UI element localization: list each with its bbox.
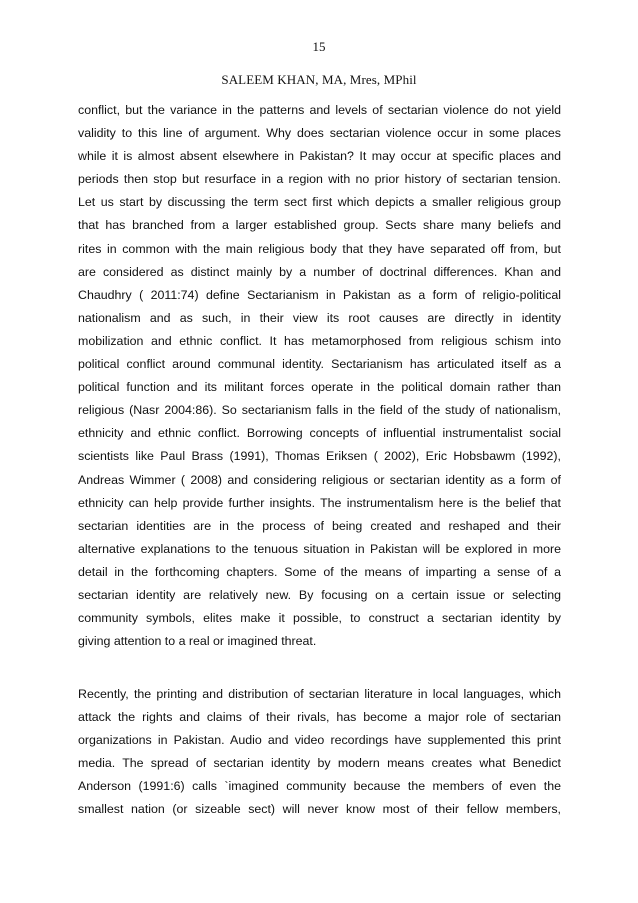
text-line: giving attention to a real or imagined threat. bbox=[78, 634, 317, 649]
text-line: periods then stop but resurface in a region with no prior history of sectarian tension. bbox=[78, 172, 561, 187]
text-line: alternative explanations to the tenuous situation in Pakistan will be explored in more bbox=[78, 541, 561, 556]
text-line: validity to this line of argument. Why does sectarian violence occur in some places bbox=[78, 126, 561, 141]
text-line: mobilization and ethnic conflict. It has metamorphosed from religious schism into bbox=[78, 333, 561, 348]
text-line: scientists like Paul Brass (1991), Thomas Eriksen ( 2002), Eric Hobsbawm (1992), bbox=[78, 449, 561, 464]
text-line: Chaudhry ( 2011:74) define Sectarianism in Pakistan as a form of religio-political bbox=[78, 287, 561, 302]
text-line: ethnicity can help provide further insights. The instrumentalism here is the belief that bbox=[78, 495, 561, 510]
page-number: 15 bbox=[312, 39, 326, 54]
text-line: organizations in Pakistan. Audio and video recordings have supplemented this print bbox=[78, 733, 561, 748]
text-line: Anderson (1991:6) calls `imagined community because the members of even the bbox=[78, 779, 561, 794]
text-line: Let us start by discussing the term sect first which depicts a smaller religious group bbox=[78, 195, 561, 210]
body-paragraph-2 bbox=[78, 683, 561, 822]
text-line: are considered as distinct mainly by a number of doctrinal differences. Khan and bbox=[78, 264, 561, 279]
text-line: attack the rights and claims of their rivals, has become a major role of sectarian bbox=[78, 710, 561, 725]
text-line: political function and its militant forces operate in the political domain rather than bbox=[78, 380, 561, 395]
text-line: smallest nation (or sizeable sect) will never know most of their fellow members, bbox=[78, 802, 561, 817]
text-line: sectarian identity are relatively new. By focusing on a certain issue or selecting bbox=[78, 587, 561, 602]
text-line: detail in the forthcoming chapters. Some of the means of imparting a sense of a bbox=[78, 564, 561, 579]
text-line: sectarian identities are in the process of being created and reshaped and their bbox=[78, 518, 561, 533]
text-line: conflict, but the variance in the patterns and levels of sectarian violence do not yield bbox=[78, 103, 561, 117]
text-line: political conflict around communal identity. Sectarianism has articulated itself as a bbox=[78, 357, 561, 372]
body-paragraph-1 bbox=[78, 99, 561, 653]
text-line: rites in common with the main religious body that they have separated off from, but bbox=[78, 241, 561, 256]
text-line: media. The spread of sectarian identity by modern means creates what Benedict bbox=[78, 756, 561, 771]
text-line: Recently, the printing and distribution of sectarian literature in local languages, which bbox=[78, 687, 561, 701]
text-line: community symbols, elites make it possible, to construct a sectarian identity by bbox=[78, 611, 561, 626]
text-line: nationalism and as such, in their view its root causes are directly in identity bbox=[78, 310, 561, 325]
text-line: while it is almost absent elsewhere in Pakistan? It may occur at specific places and bbox=[78, 149, 561, 164]
text-line: Andreas Wimmer ( 2008) and considering religious or sectarian identity as a form of bbox=[78, 472, 561, 487]
author-header: SALEEM KHAN, MA, Mres, MPhil bbox=[221, 72, 417, 87]
text-line: religious (Nasr 2004:86). So sectarianism falls in the field of the study of nationalism, bbox=[78, 403, 561, 418]
text-line: that has branched from a larger established group. Sects share many beliefs and bbox=[78, 218, 561, 233]
text-line: ethnicity and ethnic conflict. Borrowing concepts of influential instrumentalist social bbox=[78, 426, 561, 441]
